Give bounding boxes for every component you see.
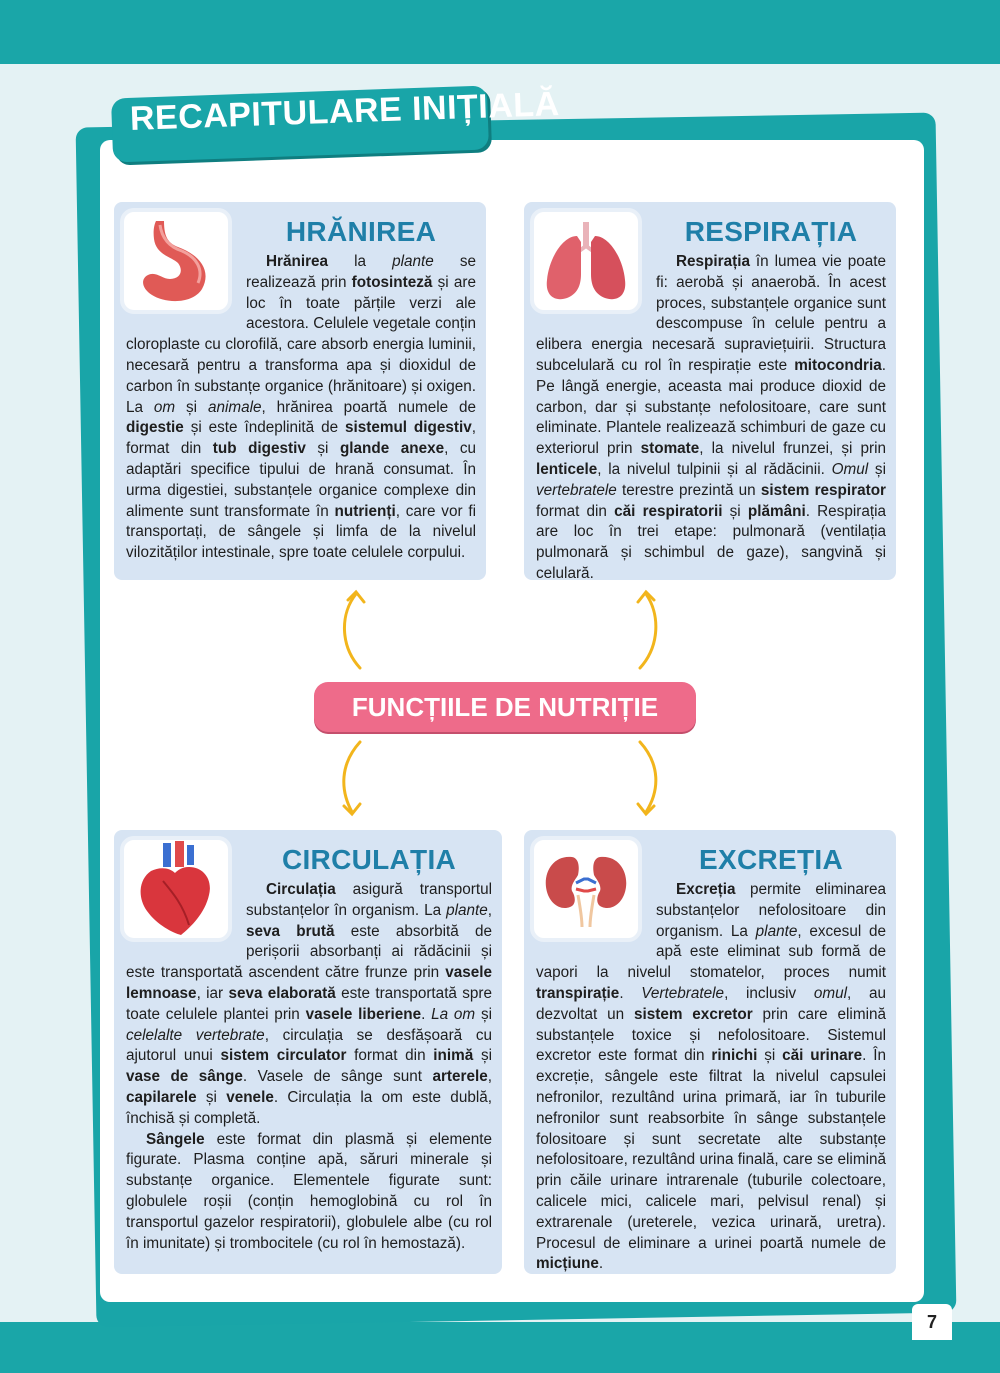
page-title: RECAPITULARE INIȚIALĂ (129, 85, 561, 138)
heading-hranirea: HRĂNIREA (285, 216, 437, 247)
center-label: FUNCȚIILE DE NUTRIȚIE (314, 682, 696, 732)
heading-circulatia: CIRCULAȚIA (281, 844, 457, 875)
page-number: 7 (912, 1304, 952, 1340)
kidneys-icon (530, 836, 642, 942)
text-hranirea: Hrănirea la plante se realizează prin fotosinteză și are loc în toate părțile verzi ale acestora. Celulele vegetale conțin cloroplaste cu clorofilă, care absorb energia luminii, necesară pentru a transforma apa și dioxidul de carbon în substanțe organice (hrănitoare) și oxigen. La om și animale, hrănirea poartă numele de digestie și este îndeplinită de sistemul digestiv, format din tub digestiv și glande anexe, cu adaptări specifice tipului de hrană consumat. În urma digestiei, substanțele organice complexe din alimente sunt transformate în nutrienți, care vor fi transportați, de sângele și limfa de la nivelul vilozităților intestinale, spre toate celulele corpului. (126, 253, 477, 562)
heart-icon (120, 836, 232, 942)
box-excretia (524, 830, 896, 1274)
heading-respiratia: RESPIRAȚIA (684, 216, 858, 247)
text-respiratia: Respirația în lumea vie poate fi: aerobă și anaerobă. În acest proces, substanțele organice sunt descompuse în celule pentru a elibera energia necesară supraviețuirii. Structura subcelulară cu rol în respirație este mitocondria. Pe lângă energie, aceasta mai produce dioxid de carbon, dar și substanțe nefolositoare, care sunt eliminate. Plantele realizează schimburi de gaze cu exteriorul prin stomate, la nivelul frunzei, și prin lenticele, la nivelul tulpinii și al rădăcinii. Omul și vertebratele terestre prezintă un sistem respirator format din căi respiratorii și plămâni. Respirația are loc în trei etape: pulmonară (ventilația pulmonară și schimbul de gaze), sangvină și celulară. (536, 253, 887, 582)
text-circulatia-1: Circulația asigură transportul substanțelor în organism. La plante, seva brută este absorbită de perișorii absorbanți ai rădăcinii și este transportată ascendent către frunze prin vasele lemnoase, iar seva elaborată este transportată spre toate celulele plantei prin vasele liberiene. La om și celelalte vertebrate, circulația se desfășoară cu ajutorul unui sistem circulator format din inimă și vase de sânge. Vasele de sânge sunt arterele, capilarele și venele. Circulația la om este dublă, închisă și completă. (126, 881, 493, 1127)
heading-excretia: EXCREȚIA (699, 844, 843, 875)
text-excretia: Excreția permite eliminarea substanțelor nefolositoare din organism. La plante, excesul de apă este eliminat sub formă de vapori la nivelul stomatelor, proces numit transpirație. Vertebratele, inclusiv omul, au dezvoltat un sistem excretor prin care elimină substanțele toxice și nefolositoare. Sistemul excretor este format din rinichi și căi urinare. În excreție, sângele este filtrat la nivelul capsulei nefronilor, rezultând urina primară, iar în tuburile nefronilor sunt reabsorbite în sânge substanțele folositoare și sunt secretate alte substanțe nefolositoare, rezultând urina finală, care se elimină prin căile urinare intrarenale (tuburile colectoare, calicele mici, calicele mari, pelvisul renal) și extrarenale (ureterele, vezica urinară, uretra). Procesul de eliminare a urinei poartă numele de micțiune. (536, 881, 887, 1273)
text-circulatia-2: Sângele este format din plasmă și elemente figurate. Plasma conține apă, săruri minerale și substanțe organice. Elementele figurate sunt: globulele roșii (conțin hemoglobină cu rol în transportul gazelor respiratorii), globulele albe (cu rol în imunitate) și trombocitele (cu rol în hemostază). (126, 1130, 492, 1252)
box-circulatia (114, 830, 502, 1274)
